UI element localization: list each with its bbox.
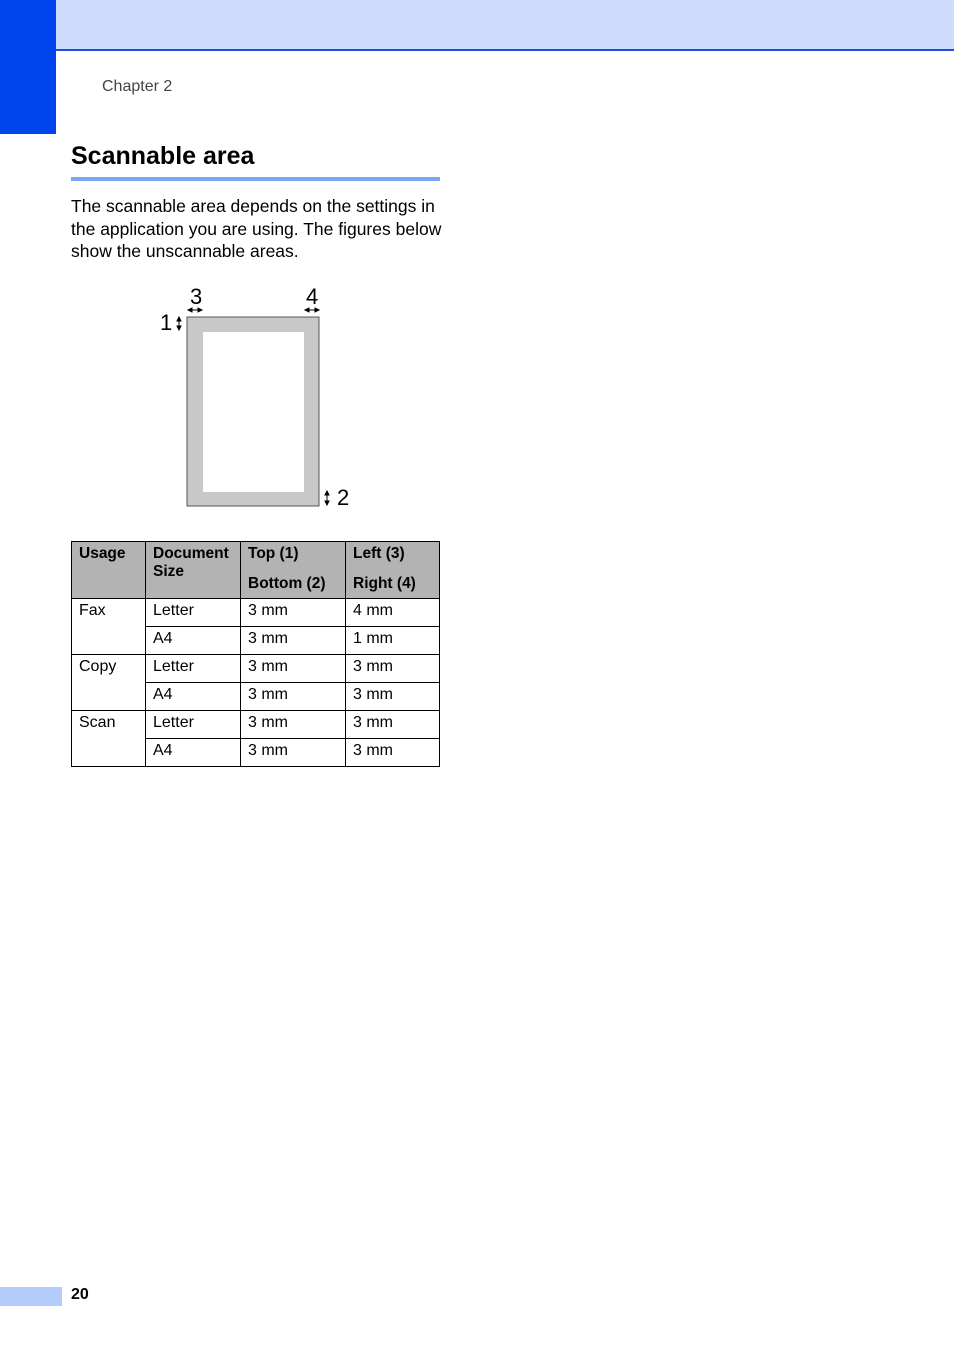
left-right-cell: 3 mm [346,739,440,767]
size-cell: A4 [146,683,241,711]
size-cell: A4 [146,739,241,767]
size-cell: Letter [146,711,241,739]
top-bottom-cell: 3 mm [241,655,346,683]
table-header-row [72,542,440,599]
table-row [72,711,440,739]
label-left-margin: 3 [190,284,203,309]
header-left: Left (3) [353,545,405,562]
label-top-margin: 1 [160,310,173,335]
top-bottom-cell: 3 mm [241,599,346,627]
top-bottom-cell: 3 mm [241,627,346,655]
header-right: Right (4) [353,575,416,592]
page-number: 20 [71,1286,89,1303]
size-cell: A4 [146,627,241,655]
scannable-area-table [71,541,440,767]
scannable-region [203,332,304,492]
header-top-bottom [241,542,346,599]
label-bottom-margin: 2 [337,485,350,510]
size-cell: Letter [146,599,241,627]
page-number-tab [0,1287,62,1306]
size-cell: Letter [146,655,241,683]
unscannable-area-figure [150,280,370,515]
header-band [0,0,954,51]
left-right-cell: 1 mm [346,627,440,655]
usage-cell: Scan [72,711,146,767]
top-bottom-cell: 3 mm [241,739,346,767]
top-bottom-cell: 3 mm [241,711,346,739]
table-row [72,599,440,627]
header-usage: Usage [72,542,146,599]
left-right-cell: 4 mm [346,599,440,627]
header-bottom: Bottom (2) [248,575,326,592]
top-bottom-cell: 3 mm [241,683,346,711]
table-row [72,655,440,683]
chapter-label: Chapter 2 [102,78,173,95]
left-right-cell: 3 mm [346,683,440,711]
label-right-margin: 4 [306,284,319,309]
header-document-size: Document Size [146,542,241,599]
header-top: Top (1) [248,545,299,562]
intro-paragraph: The scannable area depends on the settings in the application you are using. The figures below show the unscannable areas. [71,196,442,261]
header-left-right [346,542,440,599]
title-underline [71,177,440,181]
chapter-tab [0,0,56,134]
usage-cell: Fax [72,599,146,655]
left-right-cell: 3 mm [346,655,440,683]
usage-cell: Copy [72,655,146,711]
page-diagram [150,280,370,515]
left-right-cell: 3 mm [346,711,440,739]
section-title: Scannable area [71,142,255,170]
